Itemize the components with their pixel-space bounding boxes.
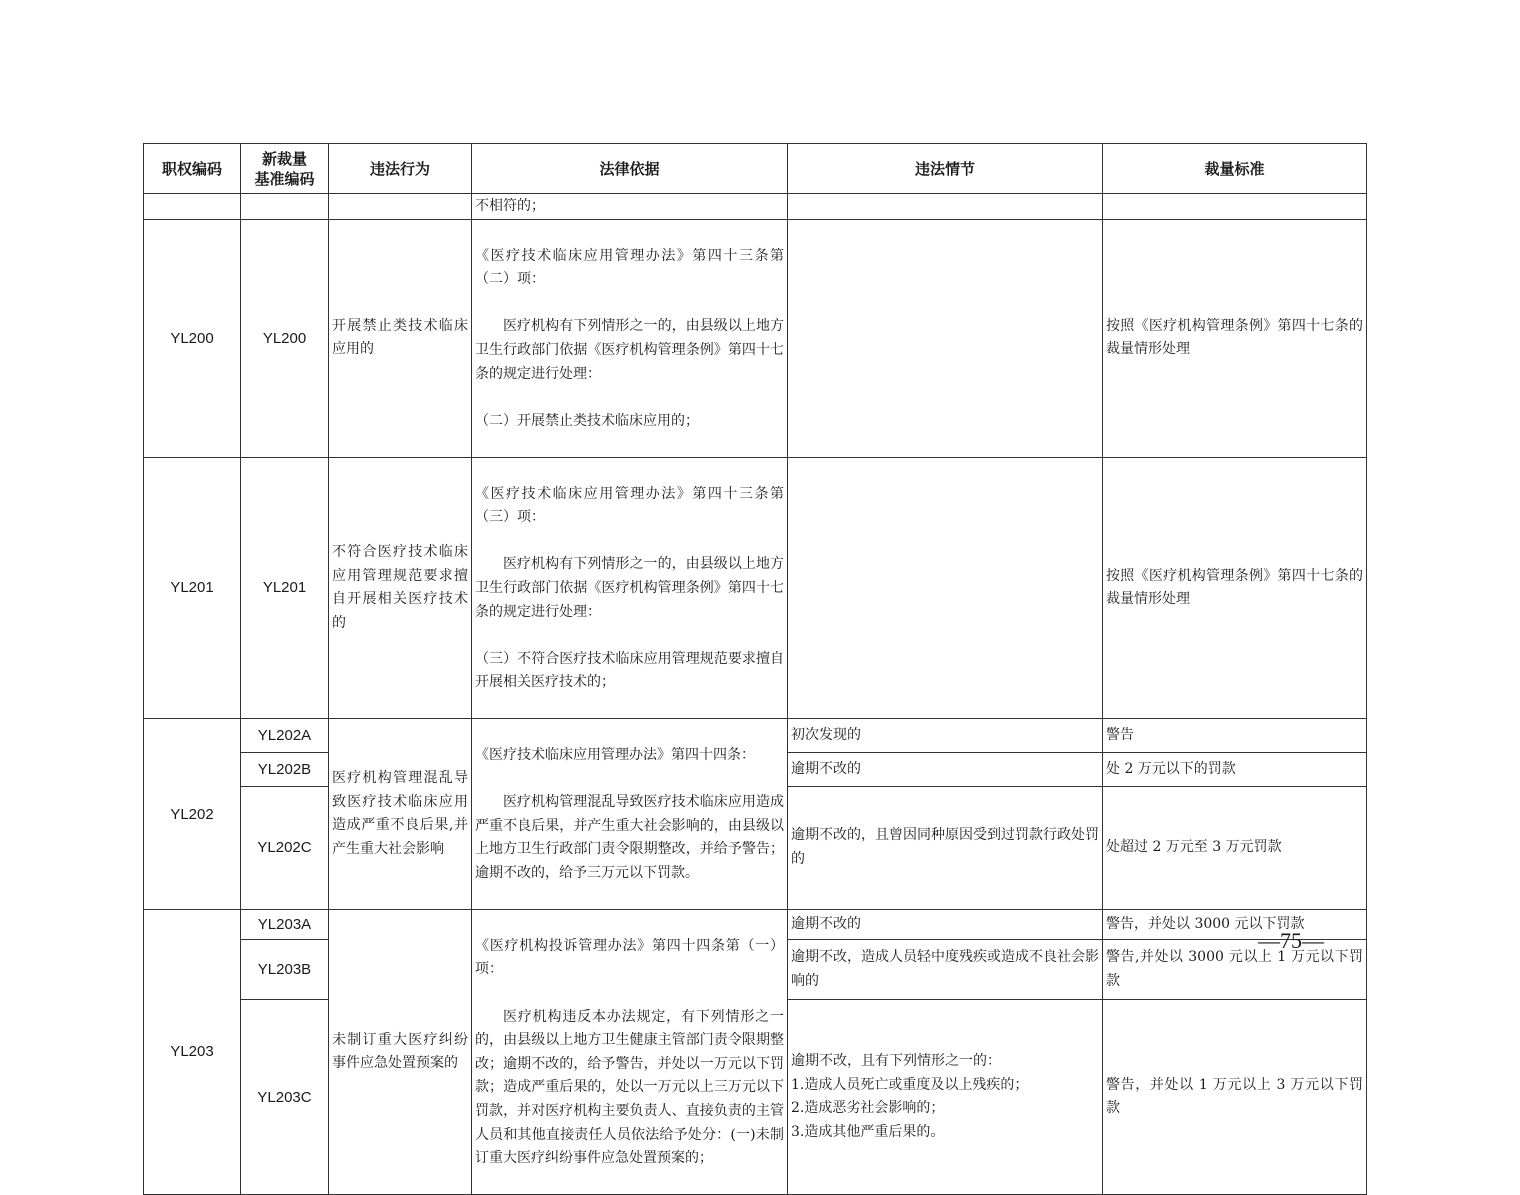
cell-empty (144, 194, 241, 220)
legal-basis-cell (472, 457, 788, 719)
legal-basis-title: 《医疗机构投诉管理办法》第四十四条第（一）项： (475, 937, 784, 978)
header-standard: 裁量标准 (1103, 144, 1367, 194)
violation-cell: 开展禁止类技术临床应用的 (329, 220, 472, 458)
circumstance-cell (788, 457, 1103, 719)
legal-basis-cell (472, 910, 788, 1195)
new-code-cell: YL200 (241, 220, 329, 458)
standard-cell: 处超过 2 万元至 3 万元罚款 (1103, 786, 1367, 910)
legal-basis-body: 医疗机构有下列情形之一的，由县级以上地方卫生行政部门依据《医疗机构管理条例》第四十七条的规定进行处理： (475, 318, 784, 382)
circumstance-cell (788, 220, 1103, 458)
header-legal-basis: 法律依据 (472, 144, 788, 194)
legal-basis-item: （二）开展禁止类技术临床应用的； (475, 412, 699, 429)
authority-code-cell: YL201 (144, 457, 241, 719)
standard-cell: 按照《医疗机构管理条例》第四十七条的裁量情形处理 (1103, 457, 1367, 719)
new-code-cell: YL203C (241, 1000, 329, 1195)
standard-cell: 警告 (1103, 719, 1367, 753)
standard-cell: 处 2 万元以下的罚款 (1103, 753, 1367, 787)
legal-basis-body: 医疗机构违反本办法规定，有下列情形之一的，由县级以上地方卫生健康主管部门责令限期整改；逾期不改的，给予警告，并处以一万元以下罚款；造成严重后果的，处以一万元以上三万元以下罚款，并对医疗机构主要负责人、直接负责的主管人员和其他直接责任人员依法给予处分：(一)未制订重大医疗纠纷事件应急处置预案的； (475, 1008, 784, 1167)
new-code-cell: YL202C (241, 786, 329, 910)
new-code-cell: YL203A (241, 910, 329, 940)
legal-basis-cell: 不相符的； (472, 194, 788, 220)
cell-empty (788, 194, 1103, 220)
legal-basis-body: 医疗机构管理混乱导致医疗技术临床应用造成严重不良后果，并产生重大社会影响的，由县级以上地方卫生行政部门责令限期整改，并给予警告；逾期不改的，给予三万元以下罚款。 (475, 794, 784, 882)
circumstance-cell: 逾期不改的 (788, 910, 1103, 940)
authority-code-cell: YL200 (144, 220, 241, 458)
cell-empty (1103, 194, 1367, 220)
standard-cell: 按照《医疗机构管理条例》第四十七条的裁量情形处理 (1103, 220, 1367, 458)
legal-basis-title: 《医疗技术临床应用管理办法》第四十四条： (475, 747, 755, 764)
violation-cell: 不符合医疗技术临床应用管理规范要求擅自开展相关医疗技术的 (329, 457, 472, 719)
table-row-yl203a (144, 910, 1367, 940)
table-row-continuation (144, 194, 1367, 220)
authority-code-cell: YL203 (144, 910, 241, 1195)
page-number: —75— (1258, 928, 1324, 953)
new-code-cell: YL201 (241, 457, 329, 719)
legal-basis-item: （三）不符合医疗技术临床应用管理规范要求擅自开展相关医疗技术的； (475, 650, 784, 691)
table-row-yl200 (144, 220, 1367, 458)
table-row-yl202a (144, 719, 1367, 753)
legal-basis-cell (472, 719, 788, 910)
circumstance-cell: 逾期不改，且有下列情形之一的： 1.造成人员死亡或重度及以上残疾的； 2.造成恶劣社会影响的； 3.造成其他严重后果的。 (788, 1000, 1103, 1195)
legal-basis-body: 医疗机构有下列情形之一的，由县级以上地方卫生行政部门依据《医疗机构管理条例》第四十七条的规定进行处理： (475, 556, 784, 620)
new-code-cell: YL202B (241, 753, 329, 787)
header-new-code: 新裁量 基准编码 (241, 144, 329, 194)
cell-empty (241, 194, 329, 220)
new-code-cell: YL202A (241, 719, 329, 753)
legal-basis-title: 《医疗技术临床应用管理办法》第四十三条第（三）项： (475, 485, 784, 526)
standard-cell: 警告，并处以 3000 元以下罚款 (1103, 910, 1367, 940)
header-authority-code: 职权编码 (144, 144, 241, 194)
header-violation: 违法行为 (329, 144, 472, 194)
violation-cell: 未制订重大医疗纠纷事件应急处置预案的 (329, 910, 472, 1195)
circumstance-cell: 逾期不改的，且曾因同种原因受到过罚款行政处罚的 (788, 786, 1103, 910)
legal-basis-title: 《医疗技术临床应用管理办法》第四十三条第（二）项： (475, 247, 784, 288)
standard-cell: 警告，并处以 1 万元以上 3 万元以下罚款 (1103, 1000, 1367, 1195)
cell-empty (329, 194, 472, 220)
circumstance-cell: 逾期不改的 (788, 753, 1103, 787)
standard-cell: 警告,并处以 3000 元以上 1 万元以下罚款 (1103, 940, 1367, 1000)
header-circumstance: 违法情节 (788, 144, 1103, 194)
circumstance-cell: 初次发现的 (788, 719, 1103, 753)
legal-basis-cell (472, 220, 788, 458)
circumstance-cell: 逾期不改，造成人员轻中度残疾或造成不良社会影响的 (788, 940, 1103, 1000)
discretion-table (143, 143, 1367, 1195)
new-code-cell: YL203B (241, 940, 329, 1000)
violation-cell: 医疗机构管理混乱导致医疗技术临床应用造成严重不良后果,并产生重大社会影响 (329, 719, 472, 910)
authority-code-cell: YL202 (144, 719, 241, 910)
table-row-yl201 (144, 457, 1367, 719)
header-row (144, 144, 1367, 194)
